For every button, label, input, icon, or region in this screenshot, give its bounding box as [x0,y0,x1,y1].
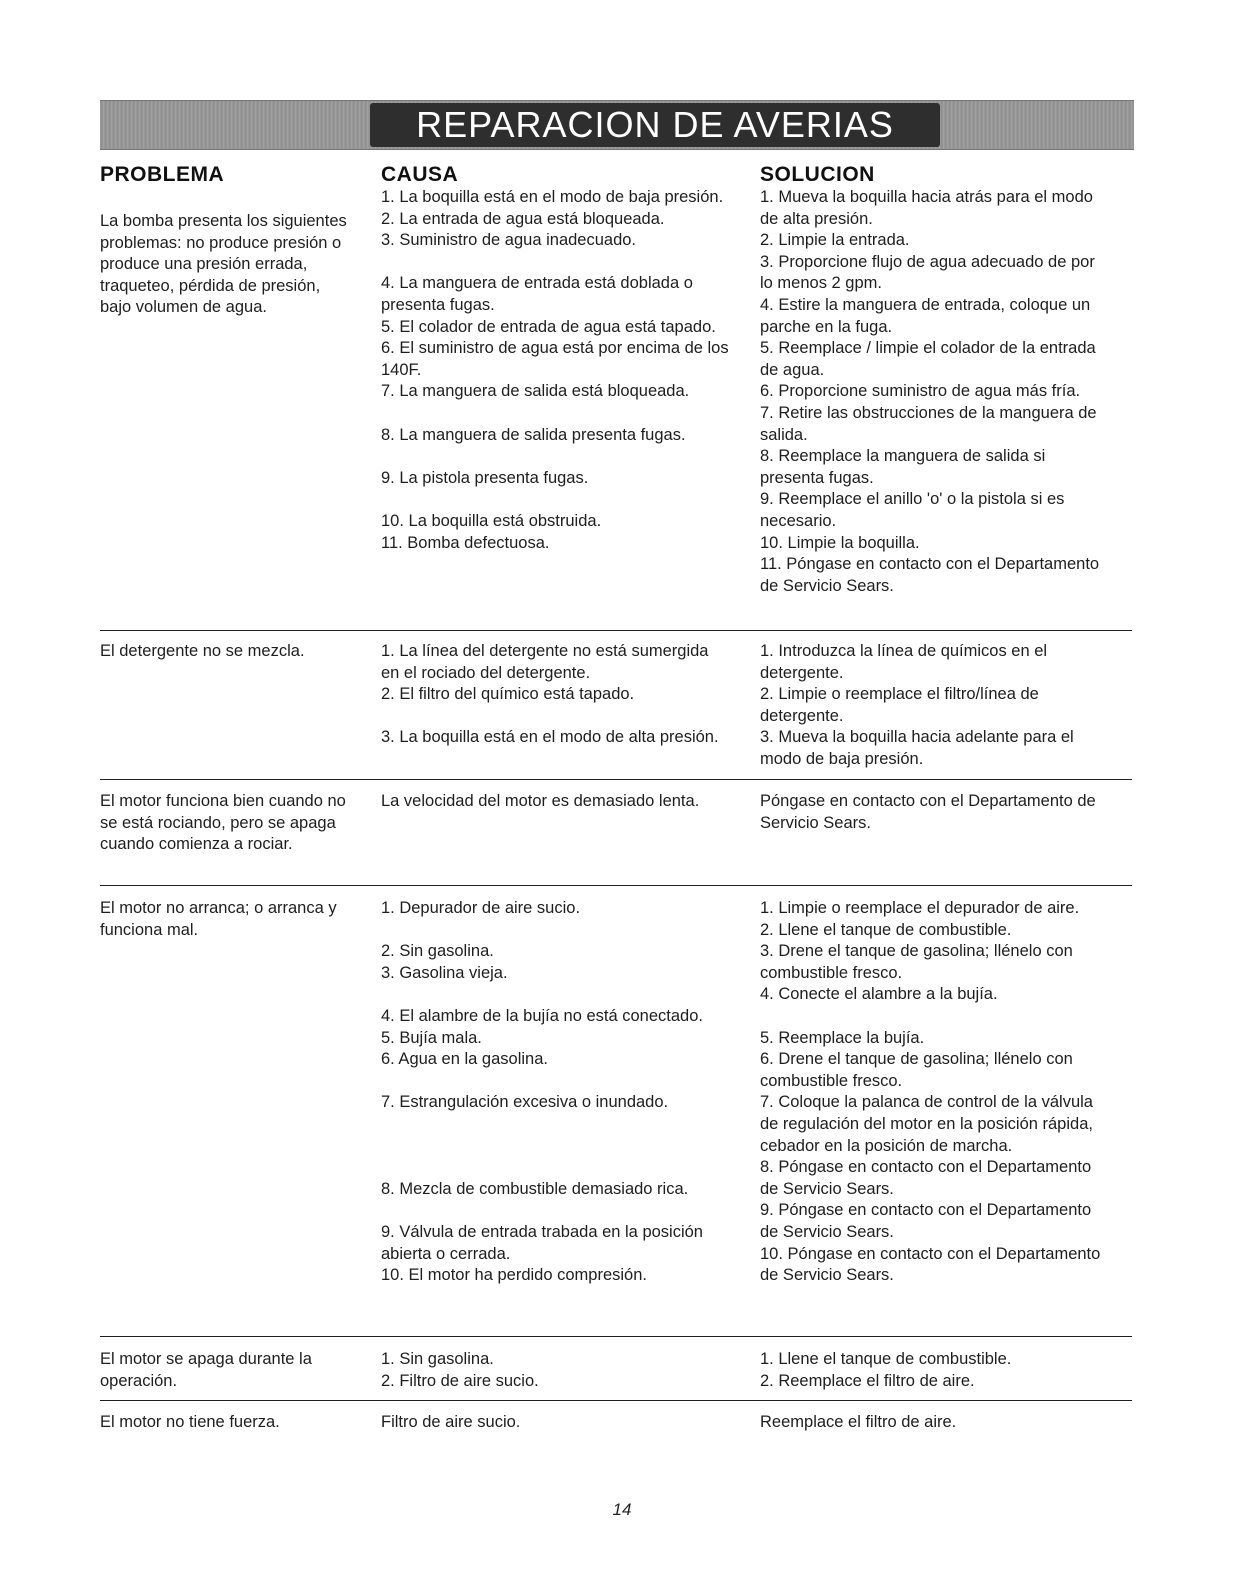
header-cause: CAUSA [381,163,459,186]
solution-item: 2. Reemplace el filtro de aire. [760,1371,975,1390]
solution-item: 4. Conecte el alambre a la bujía. [760,985,998,1004]
cause-item: Filtro de aire sucio. [381,1413,521,1431]
problem-text: El motor funciona bien cuando no se está rociando, pero se apaga cuando comienza a rociar. [100,792,346,854]
cause-item: 2. El filtro del químico está tapado. [381,685,635,704]
cause-item: 8. La manguera de salida presenta fugas. [381,425,686,444]
title-banner [100,100,1134,150]
cause-item: 6. El suministro de agua está por encima de los 140F. [381,339,729,379]
cause-item: 3. Gasolina vieja. [381,963,508,982]
cause-list [381,1412,731,1434]
cause-list [381,898,731,1287]
solution-list [760,791,1105,834]
cause-item: 6. Agua en la gasolina. [381,1050,548,1069]
cause-item: 9. La pistola presenta fugas. [381,468,589,487]
solution-item: 7. Coloque la palanca de control de la válvula de regulación del motor en la posición rápida, cebador en la posición de marcha. [760,1093,1093,1155]
solution-item: 10. Limpie la boquilla. [760,533,920,552]
solution-item: 2. Limpie la entrada. [760,231,910,250]
solution-item: 9. Reemplace el anillo 'o' o la pistola si es necesario. [760,490,1065,530]
solution-item: 1. Mueva la boquilla hacia atrás para el modo de alta presión. [760,188,1093,228]
solution-item: 8. Reemplace la manguera de salida si presenta fugas. [760,447,1046,487]
cause-item: La velocidad del motor es demasiado lenta. [381,792,700,810]
solution-item: 8. Póngase en contacto con el Departamento de Servicio Sears. [760,1158,1092,1198]
solution-item: 1. Introduzca la línea de químicos en el detergente. [760,642,1048,682]
row-divider [100,1400,1132,1401]
solution-list [760,1349,1105,1392]
cause-list [381,641,731,749]
row-divider [100,630,1132,631]
solution-list [760,898,1105,1287]
solution-item: Reemplace el filtro de aire. [760,1413,957,1431]
problem-text: La bomba presenta los siguientes problemas: no produce presión o produce una presión errada, traqueteo, pérdida de presión, bajo volumen de agua. [100,212,347,317]
cause-item: 2. Filtro de aire sucio. [381,1371,539,1390]
header-problem: PROBLEMA [100,163,225,186]
cause-item: 8. Mezcla de combustible demasiado rica. [381,1179,689,1198]
page-title: REPARACION DE AVERIAS [370,103,940,147]
solution-item: 9. Póngase en contacto con el Departamento de Servicio Sears. [760,1201,1092,1241]
solution-item: 10. Póngase en contacto con el Departamento de Servicio Sears. [760,1244,1101,1285]
row-divider [100,885,1132,886]
solution-list [760,187,1105,597]
cause-item: 1. La línea del detergente no está sumergida en el rociado del detergente. [381,642,709,682]
header-solution: SOLUCION [760,163,875,186]
solution-item: 7. Retire las obstrucciones de la manguera de salida. [760,403,1097,444]
solution-list [760,1412,1105,1434]
solution-item: 2. Llene el tanque de combustible. [760,920,1012,939]
cause-item: 2. La entrada de agua está bloqueada. [381,209,665,228]
cause-item: 7. Estrangulación excesiva o inundado. [381,1093,669,1112]
solution-item: 3. Proporcione flujo de agua adecuado de por lo menos 2 gpm. [760,252,1095,293]
cause-list [381,1349,731,1392]
solution-item: 1. Limpie o reemplace el depurador de aire. [760,899,1080,917]
cause-list [381,187,731,554]
cause-item: 1. Depurador de aire sucio. [381,899,581,917]
cause-item: 9. Válvula de entrada trabada en la posición abierta o cerrada. [381,1222,703,1263]
problem-text: El detergente no se mezcla. [100,642,305,660]
solution-item: 6. Drene el tanque de gasolina; llénelo con combustible fresco. [760,1050,1073,1090]
solution-item: 11. Póngase en contacto con el Departamento de Servicio Sears. [760,555,1100,595]
cause-item: 2. Sin gasolina. [381,942,494,961]
cause-list [381,791,731,813]
row-divider [100,1336,1132,1337]
solution-item: 3. Drene el tanque de gasolina; llénelo con combustible fresco. [760,942,1073,982]
cause-item: 10. El motor ha perdido compresión. [381,1266,647,1285]
solution-item: 6. Proporcione suministro de agua más fría. [760,382,1081,401]
cause-item: 4. El alambre de la bujía no está conectado. [381,1006,703,1025]
cause-item: 5. Bujía mala. [381,1028,482,1047]
problem-text: El motor no arranca; o arranca y funciona mal. [100,899,337,939]
row-divider [100,779,1132,780]
solution-item: 5. Reemplace la bujía. [760,1028,925,1047]
problem-text: El motor no tiene fuerza. [100,1413,280,1431]
cause-item: 11. Bomba defectuosa. [381,533,550,552]
cause-item: 10. La boquilla está obstruida. [381,511,602,530]
cause-item: 7. La manguera de salida está bloqueada. [381,382,690,401]
cause-item: 3. La boquilla está en el modo de alta presión. [381,728,719,747]
solution-item: 3. Mueva la boquilla hacia adelante para el modo de baja presión. [760,728,1074,768]
solution-item: 2. Limpie o reemplace el filtro/línea de detergente. [760,685,1039,725]
cause-item: 4. La manguera de entrada está doblada o presenta fugas. [381,274,693,314]
solution-item: 5. Reemplace / limpie el colador de la entrada de agua. [760,339,1096,379]
page-number: 14 [612,1500,632,1519]
cause-item: 1. Sin gasolina. [381,1350,494,1368]
cause-item: 5. El colador de entrada de agua está tapado. [381,317,716,336]
solution-item: Póngase en contacto con el Departamento de Servicio Sears. [760,792,1096,832]
cause-item: 3. Suministro de agua inadecuado. [381,231,637,250]
solution-item: 1. Llene el tanque de combustible. [760,1350,1012,1368]
problem-text: El motor se apaga durante la operación. [100,1350,312,1390]
cause-item: 1. La boquilla está en el modo de baja presión. [381,188,724,206]
solution-list [760,641,1105,771]
solution-item: 4. Estire la manguera de entrada, coloque un parche en la fuga. [760,295,1091,336]
